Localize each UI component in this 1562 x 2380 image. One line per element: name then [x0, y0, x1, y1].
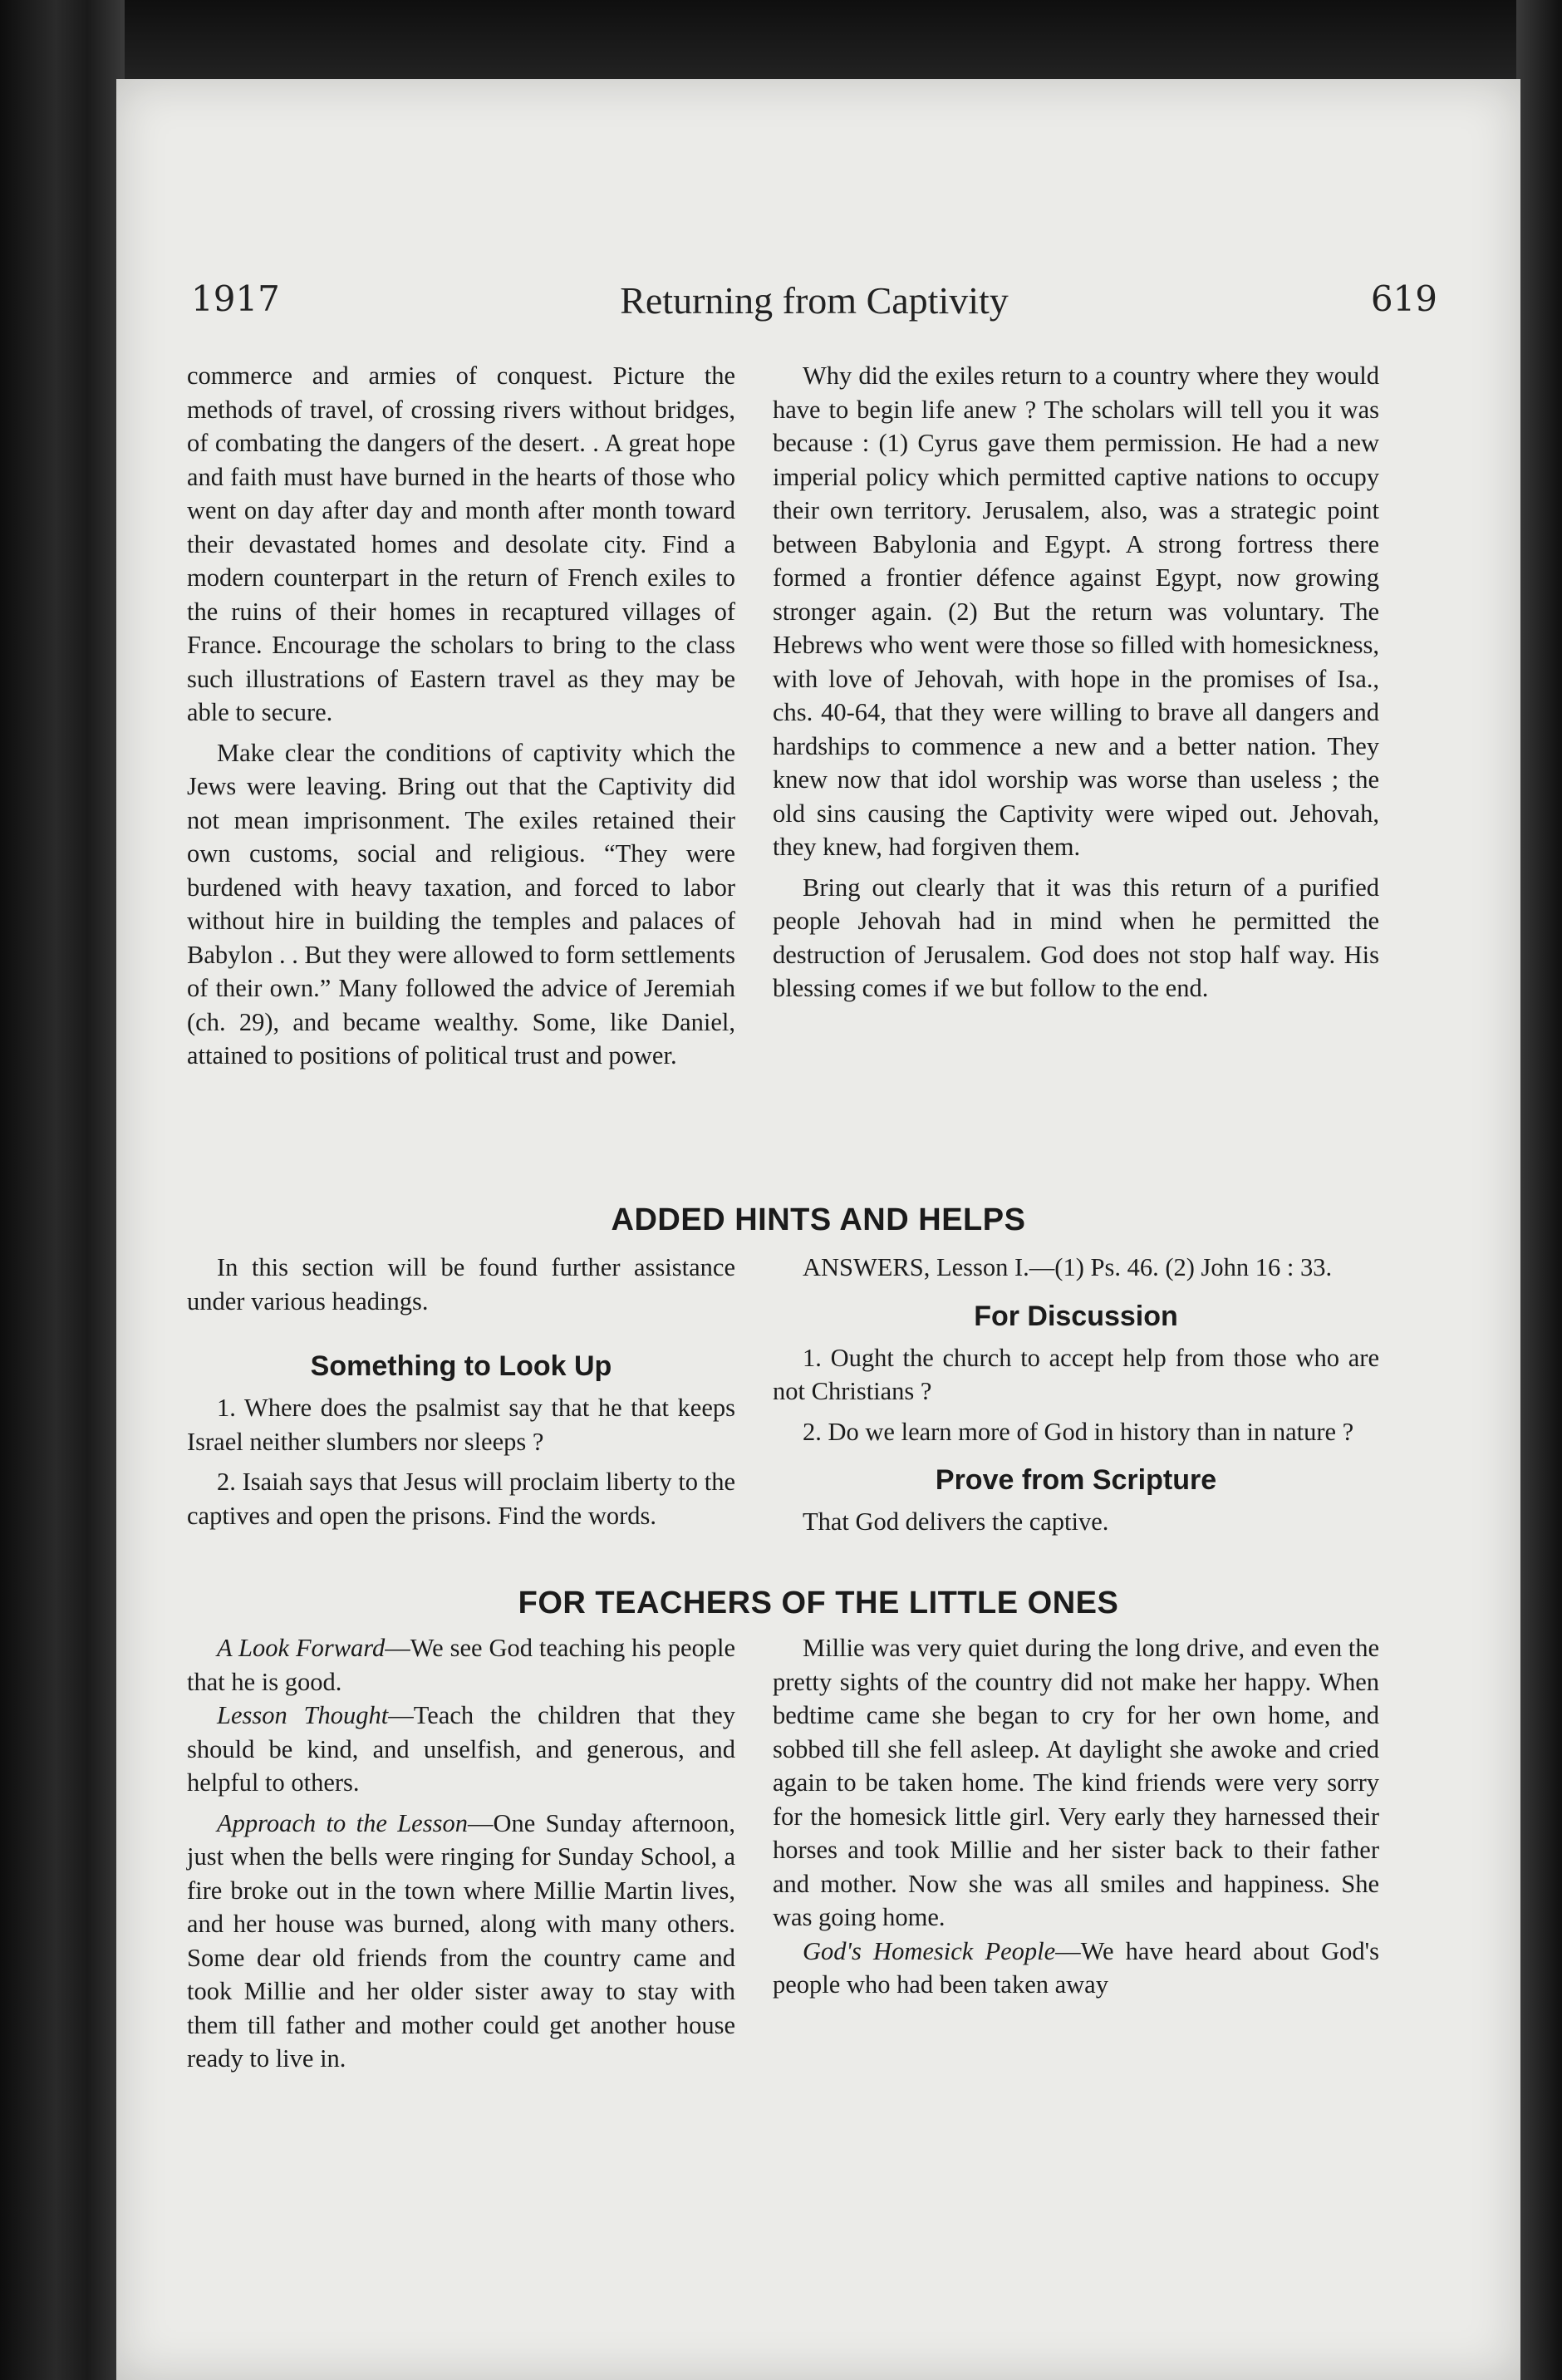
list-item: 1. Ought the church to accept help from those who are not Christians ? — [773, 1343, 1379, 1405]
little-ones-right-column — [773, 1631, 1379, 2002]
subheading-prove: Prove from Scripture — [935, 1464, 1217, 1496]
paragraph: Millie was very quiet during the long drive, and even the pretty sights of the country did not make her happy. When bedtime came she began to cry for her own home, and sobbed till she fell asleep. At daylight she awoke and cried again to be taken home. The kind friends were very sorry for the homesick little girl. Very early they harnessed their horses and took Millie and her sister back to their father and mother. Now she was all smiles and happiness. She was going home. — [773, 1634, 1379, 1931]
hints-right-column — [773, 1251, 1379, 1539]
lesson-text: —We see God teaching his people that he is good. — [187, 1634, 735, 1696]
film-border-top — [0, 0, 1562, 79]
paragraph — [187, 1699, 735, 1800]
paragraph — [773, 1935, 1379, 2002]
top-left-column — [187, 359, 735, 1073]
film-border-left — [0, 0, 125, 2380]
paragraph — [187, 1807, 735, 2076]
paragraph: That God delivers the captive. — [803, 1507, 1109, 1536]
film-border-right — [1516, 0, 1562, 2380]
scanned-page — [116, 79, 1520, 2380]
lesson-label: A Look Forward — [217, 1634, 386, 1662]
section-heading-added-hints: ADDED HINTS AND HELPS — [611, 1202, 1026, 1237]
paragraph: commerce and armies of conquest. Picture the methods of travel, of crossing rivers without bridges, of combating the dangers of the desert. . A great hope and faith must have burned in the hearts of those who went on day after day and month after month toward their devastated homes and desolate city. Find a modern counterpart in the return of French exiles to the ruins of their homes in recaptured villages of France. Encourage the scholars to bring to the class such illustrations of Eastern travel as they may be able to secure. — [187, 361, 735, 726]
paragraph: In this section will be found further assistance under various headings. — [187, 1253, 735, 1315]
header-title: Returning from Captivity — [620, 279, 1009, 322]
hints-left-column — [187, 1251, 735, 1532]
list-item: 1. Where does the psalmist say that he that keeps Israel neither slumbers nor sleeps ? — [187, 1394, 735, 1456]
lesson-label: Lesson Thought — [217, 1701, 389, 1729]
list-item: 2. Do we learn more of God in history than in nature ? — [803, 1417, 1354, 1446]
lesson-text: —Teach the children that they should be kind, and unselfish, and generous, and helpful to others. — [187, 1701, 735, 1797]
list-item: 2. Isaiah says that Jesus will proclaim liberty to the captives and open the prisons. Find the words. — [187, 1468, 735, 1530]
lesson-text: —We have heard about God's people who had been taken away — [773, 1936, 1379, 1999]
subheading-discussion: For Discussion — [974, 1300, 1178, 1332]
running-header — [191, 278, 1437, 337]
subheading-look-up: Something to Look Up — [310, 1350, 612, 1382]
answers: ANSWERS, Lesson I.—(1) Ps. 46. (2) John 16 : 33. — [803, 1253, 1333, 1281]
lesson-label: God's Homesick People — [803, 1936, 1056, 1965]
header-year: 1917 — [191, 278, 280, 319]
paragraph: Why did the exiles return to a country where they would have to begin life anew ? The scholars will tell you it was because : (1) Cyrus gave them permission. He had a new imperial policy which permitted captive nations to occupy their own territory. Jerusalem, also, was a strategic point between Babylonia and Egypt. A strong fortress there formed a frontier défence against Egypt, now growing stronger again. (2) But the return was voluntary. The Hebrews who went were those so filled with homesickness, with love of Jehovah, with hope in the promises of Isa., chs. 40-64, that they were willing to brave all dangers and hardships to commence a new and a better nation. They knew now that idol worship was worse than useless ; the old sins causing the Captivity were wiped out. Jehovah, they knew, had forgiven them. — [773, 361, 1379, 861]
page-number: 619 — [1370, 278, 1437, 319]
top-right-column — [773, 359, 1379, 1006]
lesson-text: —One Sunday afternoon, just when the bells were ringing for Sunday School, a fire broke out in the town where Millie Martin lives, and her house was burned, along with many others. Some dear old friends from the country came and took Millie and her older sister away to stay with them till father and mother could get another house ready to live in. — [187, 1808, 735, 2073]
paragraph — [187, 1631, 735, 1699]
paragraph: Make clear the conditions of captivity which the Jews were leaving. Bring out that the Captivity did not mean imprisonment. The exiles retained their own customs, social and religious. “They were burdened with heavy taxation, and forced to labor without hire in building the temples and palaces of Babylon . . But they were allowed to form settlements of their own.” Many followed the advice of Jeremiah (ch. 29), and became wealthy. Some, like Daniel, attained to positions of political trust and power. — [187, 738, 735, 1070]
section-heading-little-ones: FOR TEACHERS OF THE LITTLE ONES — [518, 1586, 1119, 1620]
lesson-label: Approach to the Lesson — [217, 1808, 468, 1837]
paragraph: Bring out clearly that it was this return of a purified people Jehovah had in mind when he permitted the destruction of Jerusalem. God does not stop half way. His blessing comes if we but follow to the end. — [773, 873, 1379, 1002]
little-ones-left-column — [187, 1631, 735, 2076]
